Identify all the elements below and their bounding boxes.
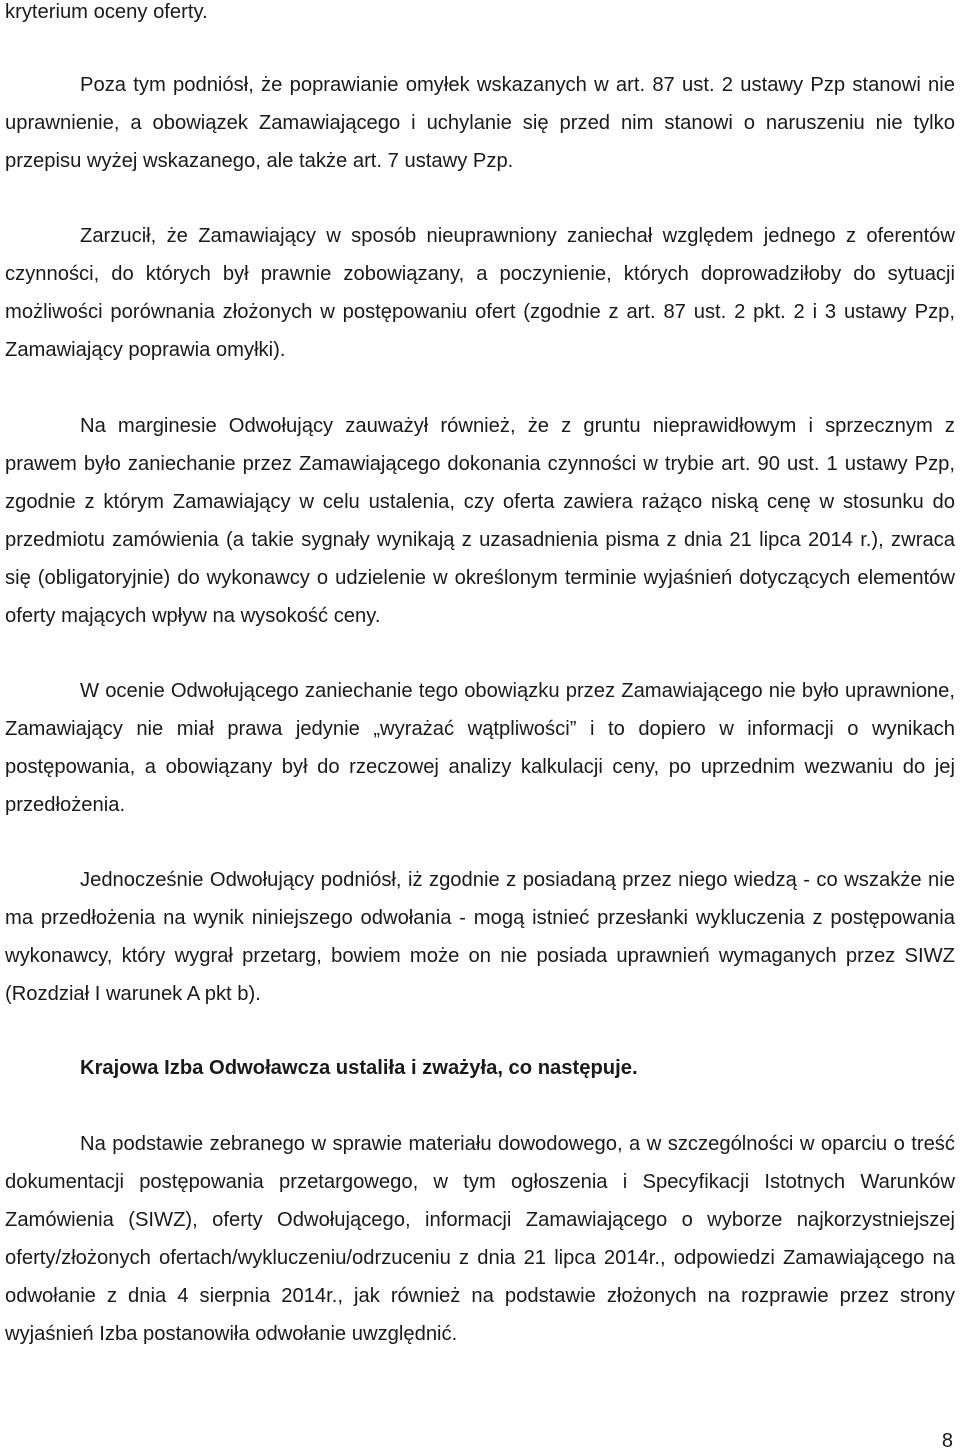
page-number: 8 — [941, 1430, 953, 1452]
paragraph-omission-claim: Zarzucił, że Zamawiający w sposób nieuprawniony zaniechał względem jednego z oferentów czynności, do których był prawnie zobowiązany, a poczynienie, których doprowadziłoby do sytuacji możliwości porównania złożonych w postępowaniu ofert (zgodnie z art. 87 ust. 2 pkt. 2 i 3 ustawy Pzp, Zamawiający poprawia omyłki). — [5, 225, 955, 361]
section-heading-findings: Krajowa Izba Odwoławcza ustaliła i zważyła, co następuje. — [80, 1057, 638, 1079]
paragraph-exclusion-grounds: Jednocześnie Odwołujący podniósł, iż zgodnie z posiadaną przez niego wiedzą - co wszakże nie ma przedłożenia na wynik niniejszego odwołania - mogą istnieć przesłanki wykluczenia z postępowania wykonawcy, który wygrał przetarg, bowiem może on nie posiada uprawnień wymaganych przez SIWZ (Rozdział I warunek A pkt b). — [5, 869, 955, 1005]
paragraph-correction-obligation: Poza tym podniósł, że poprawianie omyłek wskazanych w art. 87 ust. 2 ustawy Pzp stanowi nie uprawnienie, a obowiązek Zamawiającego i uchylanie się przed nim stanowi o naruszeniu nie tylko przepisu wyżej wskazanego, ale także art. 7 ustawy Pzp. — [5, 74, 955, 172]
paragraph-continuation: kryterium oceny oferty. — [5, 1, 208, 23]
paragraph-low-price-remark: Na marginesie Odwołujący zauważył również, że z gruntu nieprawidłowym i sprzecznym z prawem było zaniechanie przez Zamawiającego dokonania czynności w trybie art. 90 ust. 1 ustawy Pzp, zgodnie z którym Zamawiający w celu ustalenia, czy oferta zawiera rażąco niską cenę w stosunku do przedmiotu zamówienia (a takie sygnały wynikają z uzasadnienia pisma z dnia 21 lipca 2014 r.), zwraca się (obligatoryjnie) do wykonawcy o udzielenie w określonym terminie wyjaśnień dotyczących elementów oferty mających wpływ na wysokość ceny. — [5, 415, 955, 627]
paragraph-appellant-assessment: W ocenie Odwołującego zaniechanie tego obowiązku przez Zamawiającego nie było uprawnione, Zamawiający nie miał prawa jedynie „wyrażać wątpliwości” i to dopiero w informacji o wynikach postępowania, a obowiązany był do rzeczowej analizy kalkulacji ceny, po uprzednim wezwaniu do jej przedłożenia. — [5, 680, 955, 816]
paragraph-evidence-decision: Na podstawie zebranego w sprawie materiału dowodowego, a w szczególności w oparciu o treść dokumentacji postępowania przetargowego, w tym ogłoszenia i Specyfikacji Istotnych Warunków Zamówienia (SIWZ), oferty Odwołującego, informacji Zamawiającego o wyborze najkorzystniejszej oferty/złożonych ofertach/wykluczeniu/odrzuceniu z dnia 21 lipca 2014r., odpowiedzi Zamawiającego na odwołanie z dnia 4 sierpnia 2014r., jak również na podstawie złożonych na rozprawie przez strony wyjaśnień Izba postanowiła odwołanie uwzględnić. — [5, 1133, 955, 1345]
